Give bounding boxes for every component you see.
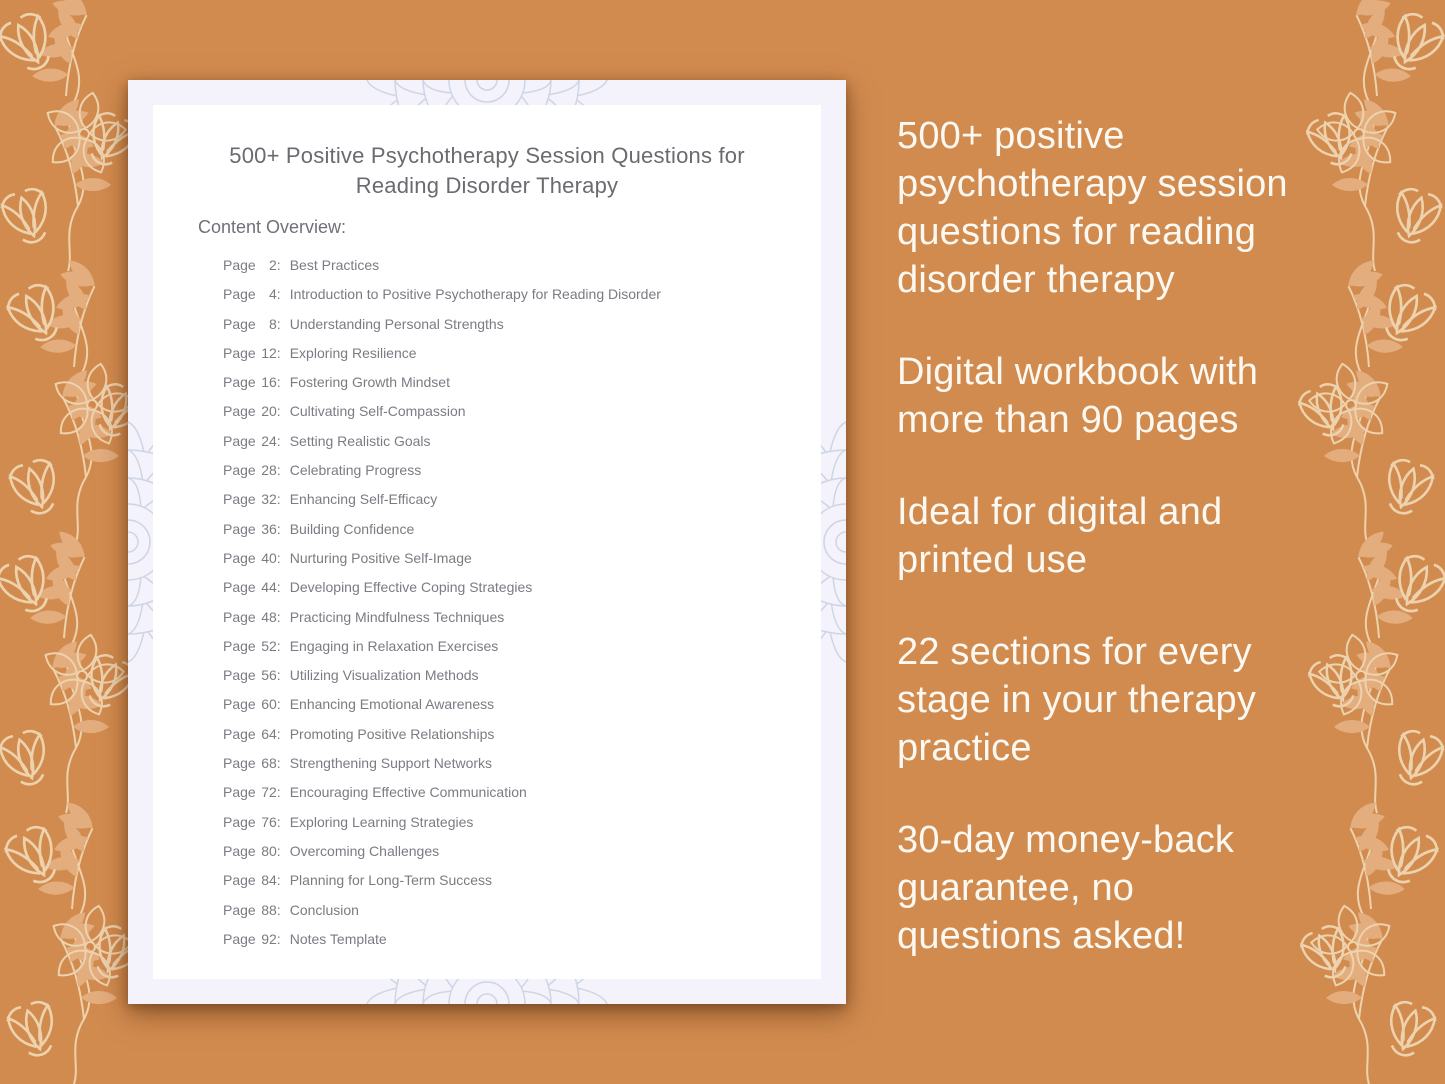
toc-page-number: 32: [261,491,281,508]
toc-page-number: 88: [261,901,281,918]
marketing-paragraph-workbook: Digital workbook with more than 90 pages [897,351,1259,441]
toc-page-label: Page [223,901,256,918]
toc-entry-title: Building Confidence [289,520,415,537]
toc-row [223,280,661,309]
toc-row [223,339,661,368]
toc-page-number: 44: [261,579,281,596]
toc-page-label: Page [223,608,256,625]
toc-page-label: Page [223,579,256,596]
toc-row [223,368,661,397]
toc-row [223,603,661,632]
toc-row [223,544,661,573]
marketing-panel [897,112,1293,1004]
toc-row [223,837,661,866]
toc-page-label: Page [223,872,256,889]
toc-page-number: 4: [269,286,281,303]
toc-page-number: 84: [261,872,281,889]
document-inner-page [153,105,821,979]
toc-page-number: 48: [261,608,281,625]
toc-page-label: Page [223,696,256,713]
toc-page-number: 72: [261,784,281,801]
toc-entry-title: Nurturing Positive Self-Image [289,549,472,566]
table-of-contents [223,251,661,954]
toc-entry-title: Overcoming Challenges [289,842,440,859]
toc-page-label: Page [223,315,256,332]
toc-page-label: Page [223,432,256,449]
document-preview-card [128,80,846,1004]
toc-row [223,720,661,749]
toc-entry-title: Introduction to Positive Psychotherapy for Reading Disorder [289,286,661,303]
toc-page-number: 68: [261,755,281,772]
content-overview-heading: Content Overview: [198,217,347,237]
toc-page-number: 24: [261,432,281,449]
toc-page-number: 16: [261,374,281,391]
toc-entry-title: Enhancing Emotional Awareness [289,696,495,713]
document-title: 500+ Positive Psychotherapy Session Questions for Reading Disorder Therapy [229,143,745,198]
toc-row [223,310,661,339]
toc-page-number: 28: [261,462,281,479]
toc-page-label: Page [223,257,256,273]
toc-entry-title: Promoting Positive Relationships [289,725,495,742]
marketing-paragraph-guarantee: 30-day money-back guarantee, no questions asked! [897,819,1235,957]
toc-row [223,573,661,602]
toc-page-label: Page [223,374,256,391]
toc-row [223,251,661,280]
marketing-paragraph-sections: 22 sections for every stage in your therapy practice [897,631,1257,769]
toc-page-number: 80: [261,842,281,859]
toc-entry-title: Engaging in Relaxation Exercises [289,637,499,654]
toc-entry-title: Notes Template [289,930,387,947]
toc-page-label: Page [223,755,256,772]
toc-page-number: 2: [269,257,281,273]
toc-page-label: Page [223,842,256,859]
toc-page-label: Page [223,637,256,654]
toc-row [223,456,661,485]
toc-page-label: Page [223,549,256,566]
toc-page-label: Page [223,491,256,508]
toc-page-label: Page [223,286,256,303]
toc-row [223,690,661,719]
toc-page-number: 20: [261,403,281,420]
toc-page-label: Page [223,725,256,742]
toc-entry-title: Cultivating Self-Compassion [289,403,466,420]
marketing-paragraph-product: 500+ positive psychotherapy session questions for reading disorder therapy [897,115,1288,301]
toc-entry-title: Developing Effective Coping Strategies [289,579,533,596]
toc-row [223,925,661,954]
toc-entry-title: Practicing Mindfulness Techniques [289,608,505,625]
toc-entry-title: Understanding Personal Strengths [289,315,504,332]
toc-page-label: Page [223,462,256,479]
toc-row [223,808,661,837]
toc-entry-title: Exploring Learning Strategies [289,813,474,830]
toc-page-number: 8: [269,315,281,332]
toc-page-label: Page [223,930,256,947]
toc-page-number: 60: [261,696,281,713]
toc-entry-title: Fostering Growth Mindset [289,374,450,391]
marketing-paragraph-usage: Ideal for digital and printed use [897,491,1223,581]
toc-row [223,749,661,778]
toc-page-label: Page [223,784,256,801]
toc-page-number: 76: [261,813,281,830]
toc-page-label: Page [223,344,256,361]
toc-row [223,778,661,807]
toc-page-number: 52: [261,637,281,654]
toc-page-number: 40: [261,549,281,566]
toc-entry-title: Enhancing Self-Efficacy [289,491,438,508]
toc-row [223,896,661,925]
toc-row [223,515,661,544]
toc-entry-title: Exploring Resilience [289,344,417,361]
toc-page-number: 64: [261,725,281,742]
toc-row [223,427,661,456]
toc-page-number: 92: [261,930,281,947]
toc-row [223,632,661,661]
toc-entry-title: Utilizing Visualization Methods [289,667,479,684]
toc-entry-title: Setting Realistic Goals [289,432,431,449]
toc-page-label: Page [223,520,256,537]
floral-vine-right-decoration [1295,0,1445,1084]
toc-page-label: Page [223,667,256,684]
toc-row [223,485,661,514]
toc-page-number: 56: [261,667,281,684]
toc-page-number: 36: [261,520,281,537]
toc-page-number: 12: [261,344,281,361]
toc-row [223,661,661,690]
toc-entry-title: Conclusion [289,901,359,918]
toc-page-label: Page [223,403,256,420]
toc-page-label: Page [223,813,256,830]
toc-row [223,866,661,895]
toc-entry-title: Planning for Long-Term Success [289,872,493,889]
toc-entry-title: Encouraging Effective Communication [289,784,527,801]
toc-entry-title: Celebrating Progress [289,462,422,479]
toc-entry-title: Strengthening Support Networks [289,755,493,772]
toc-entry-title: Best Practices [289,257,380,273]
toc-row [223,397,661,426]
